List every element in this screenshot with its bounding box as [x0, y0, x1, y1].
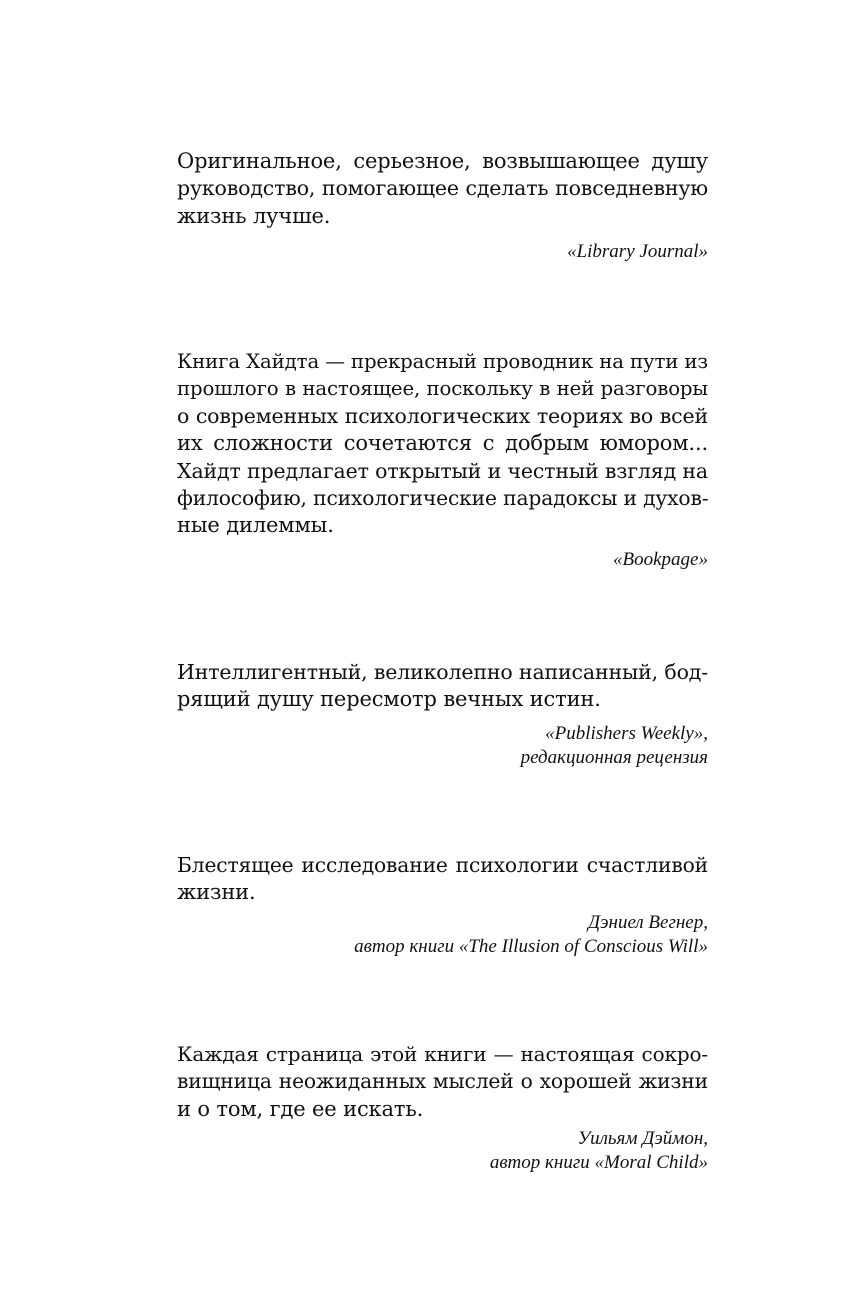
quote-line: Оригинальное, серьезное, возвышающее душу: [177, 149, 708, 173]
quote-text: [177, 659, 708, 714]
quote-source: [177, 240, 708, 264]
source-line: «Library Journal»: [567, 241, 708, 263]
quote-line: жизни.: [177, 880, 256, 905]
review-quote-publishers-weekly: [177, 659, 708, 770]
quote-line: ные дилеммы.: [177, 513, 334, 538]
quote-source: [177, 548, 708, 572]
quote-source: [177, 911, 708, 959]
quote-text: [177, 852, 708, 907]
review-quote-library-journal: [177, 148, 708, 264]
quote-line: Интеллигентный, великолепно написанный, бод-: [177, 660, 709, 684]
review-quote-bookpage: [177, 348, 708, 572]
quote-line: прошлого в настоящее, поскольку в ней разговоры: [177, 377, 708, 401]
source-line: «Bookpage»: [613, 548, 708, 570]
source-line: автор книги «The Illusion of Conscious Will»: [354, 935, 708, 957]
source-line: Уильям Дэймон,: [577, 1128, 708, 1150]
quote-text: [177, 348, 708, 540]
source-line: редакционная рецензия: [520, 746, 708, 768]
quote-line: рящий душу пересмотр вечных истин.: [177, 687, 601, 712]
quote-line: Книга Хайдта — прекрасный проводник на пути из: [177, 350, 709, 373]
quote-text: [177, 1041, 708, 1123]
quote-line: философию, психологические парадоксы и духов-: [177, 486, 709, 511]
quote-line: и о том, где ее искать.: [177, 1096, 424, 1121]
quote-line: жизнь лучше.: [177, 203, 331, 228]
source-line: автор книги «Moral Child»: [489, 1152, 708, 1174]
review-quote-wegner: [177, 852, 708, 959]
quote-line: их сложности сочетаются с добрым юмором...: [177, 431, 708, 456]
quote-line: руководство, помогающее сделать повседневную: [177, 176, 708, 201]
quote-source: [177, 1127, 708, 1175]
quote-line: о современных психологических теориях во всей: [177, 403, 708, 428]
source-line: «Publishers Weekly»,: [545, 722, 708, 744]
quote-source: [177, 722, 708, 770]
quote-line: вищница неожиданных мыслей о хорошей жизни: [177, 1069, 708, 1094]
source-line: Дэниел Вегнер,: [588, 911, 708, 933]
quote-text: [177, 148, 708, 230]
quote-line: Хайдт предлагает открытый и честный взгляд на: [177, 458, 709, 483]
quote-line: Блестящее исследование психологии счастливой: [177, 853, 708, 877]
quote-line: Каждая страница этой книги — настоящая сокро-: [177, 1042, 708, 1066]
review-quote-damon: [177, 1041, 708, 1175]
